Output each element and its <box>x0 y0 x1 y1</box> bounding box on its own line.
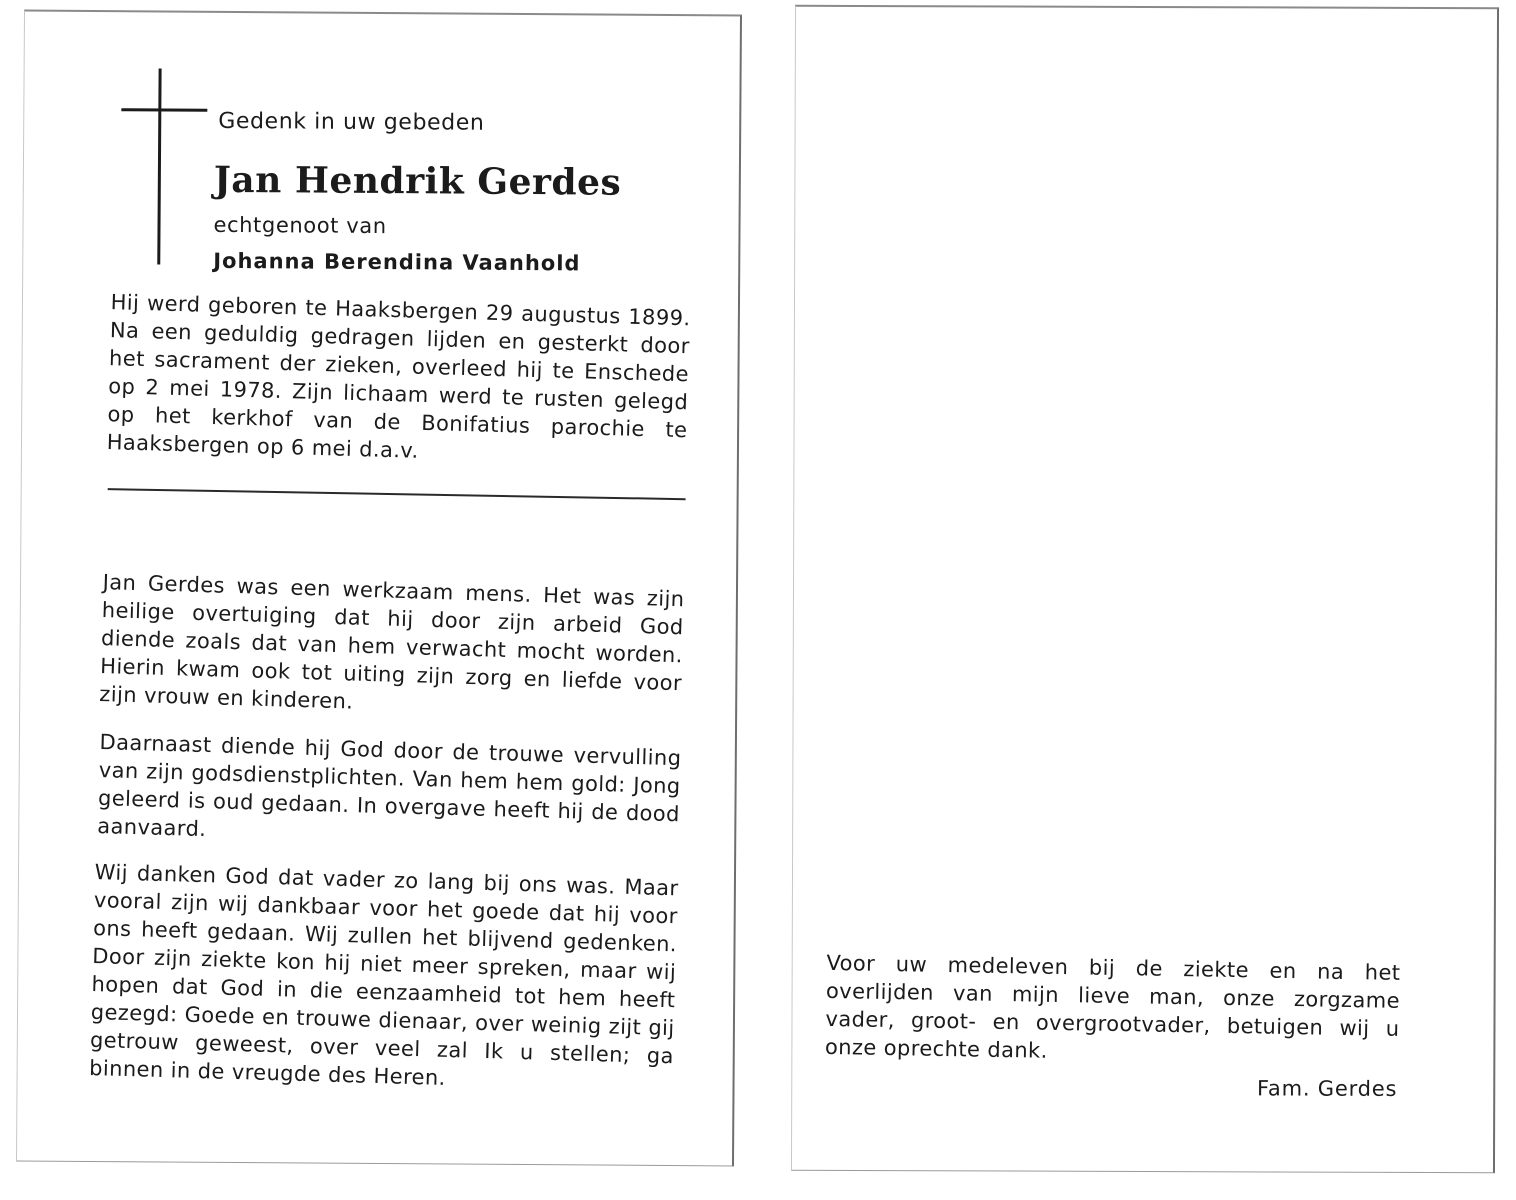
tribute-paragraph-3: Wij danken God dat vader zo lang bij ons was. Maar vooral zijn wij dankbaar voor het goede dat hij voor ons heeft gedaan. Wij zullen het blijvend gedenken. Door zijn ziekte kon hij niet meer spreken, maar wij hopen dat God in die eenzaamheid tot hem heeft gezegd: Goede en trouwe dienaar, over weinig zijt gij getrouw geweest, over veel zal Ik u stellen; ga binnen in de vreugde des Heren. <box>88 860 679 1090</box>
spouse-label: echtgenoot van <box>213 212 387 239</box>
thank-you-paragraph: Voor uw medeleven bij de ziekte en na het overlijden van mijn lieve man, onze zorgzame vader, groot- en overgrootvader, betuigen wij u onze oprechte dank. <box>824 950 1401 1063</box>
biography-paragraph: Hij werd geboren te Haaksbergen 29 augustus 1899. Na een geduldig gedragen lijden en gesterkt door het sacrament der zieken, overleed hij te Enschede op 2 mei 1978. Zijn lichaam werd te rusten gelegd op het kerkhof van de Bonifatius parochie te Haaksbergen op 6 mei d.a.v. <box>106 290 691 463</box>
tribute-paragraph-2: Daarnaast diende hij God door de trouwe vervulling van zijn godsdienstplichten. Van hem hem gold: Jong geleerd is oud gedaan. In overgave heeft hij de dood aanvaard. <box>96 730 682 842</box>
spouse-name: Johanna Berendina Vaanhold <box>213 248 581 276</box>
cross-icon-bar <box>121 108 207 112</box>
intro-text: Gedenk in uw gebeden <box>218 108 485 136</box>
family-signature: Fam. Gerdes <box>1256 1076 1398 1101</box>
cross-icon <box>157 68 161 264</box>
memorial-card-front <box>16 10 742 1167</box>
memorial-card-back <box>791 5 1499 1173</box>
tribute-paragraph-1: Jan Gerdes was een werkzaam mens. Het was zijn heilige overtuiging dat hij door zijn arbeid God diende zoals dat van hem verwacht mocht worden. Hierin kwam ook tot uiting zijn zorg en liefde voor zijn vrouw en kinderen. <box>99 570 685 714</box>
deceased-name: Jan Hendrik Gerdes <box>213 158 622 204</box>
divider-line <box>108 488 686 500</box>
